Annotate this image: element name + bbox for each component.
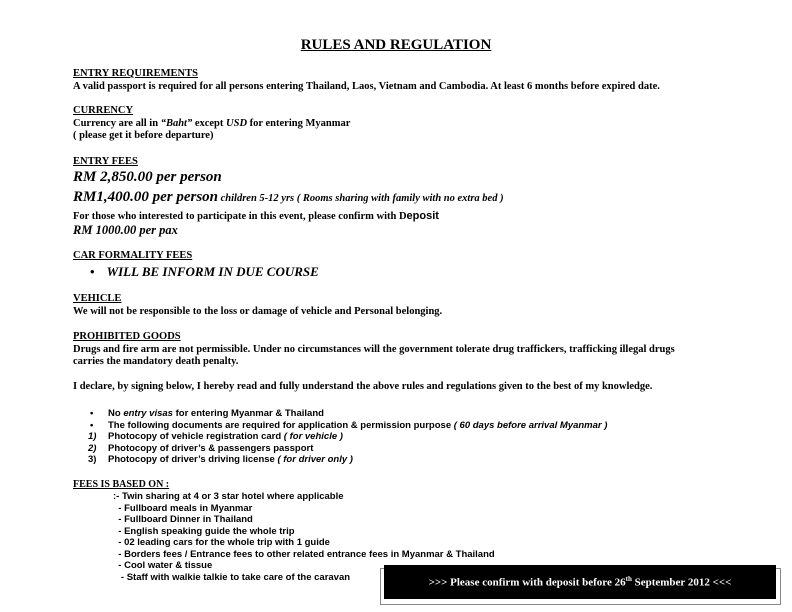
car-formality-heading: CAR FORMALITY FEES — [73, 250, 193, 261]
car-formality-bullet: • WILL BE INFORM IN DUE COURSE — [90, 264, 319, 279]
fees-based-heading: FEES IS BASED ON : — [73, 479, 170, 490]
currency-line2: ( please get it before departure) — [73, 130, 214, 141]
deposit-amount: RM 1000.00 per pax — [73, 223, 178, 237]
list-item: - English speaking guide the whole trip — [113, 525, 295, 537]
price-per-person: RM 2,850.00 per person — [73, 169, 222, 185]
prohibited-goods-heading: PROHIBITED GOODS — [73, 331, 181, 342]
currency-heading: CURRENCY — [73, 105, 134, 116]
list-item: - Staff with walkie talkie to take care of the caravan — [113, 571, 351, 583]
list-item: - Fullboard Dinner in Thailand — [113, 514, 253, 525]
list-item: - Fullboard meals in Myanmar — [113, 502, 253, 514]
list-item: - 02 leading cars for the whole trip with 1 guide — [113, 537, 330, 548]
vehicle-heading: VEHICLE — [73, 293, 122, 304]
page-title: RULES AND REGULATION — [300, 37, 492, 53]
list-item: :- Twin sharing at 4 or 3 star hotel where applicable — [113, 491, 344, 502]
list-item: - Cool water & tissue — [113, 560, 213, 571]
entry-requirements-heading: ENTRY REQUIREMENTS — [73, 68, 198, 79]
entry-requirements-text: A valid passport is required for all persons entering Thailand, Laos, Vietnam and Cambodia. At least 6 months before expired date. — [73, 81, 660, 92]
deposit-text: For those who interested to participate in this event, please confirm with Deposit — [73, 210, 439, 222]
price-children: RM1,400.00 per person children 5-12 yrs ( Rooms sharing with family with no extra bed ) — [73, 189, 504, 205]
prohibited-goods-line1: Drugs and fire arm are not permissible. Under no circumstances will the government tolerate drug traffickers, trafficking illegal drugs — [73, 344, 675, 355]
currency-line1: Currency are all in “Baht” except USD for entering Myanmar — [73, 118, 351, 129]
list-item: - Borders fees / Entrance fees to other related entrance fees in Myanmar & Thailand — [113, 548, 495, 560]
entry-fees-heading: ENTRY FEES — [73, 156, 138, 167]
prohibited-goods-line2: carries the mandatory death penalty. — [73, 356, 239, 367]
vehicle-text: We will not be responsible to the loss or damage of vehicle and Personal belonging. — [73, 306, 443, 317]
declaration-text: I declare, by signing below, I hereby read and fully understand the above rules and regulations given to the best of my knowledge. — [73, 381, 653, 392]
deposit-deadline-banner: >>> Please confirm with deposit before 26th September 2012 <<< — [384, 565, 776, 599]
